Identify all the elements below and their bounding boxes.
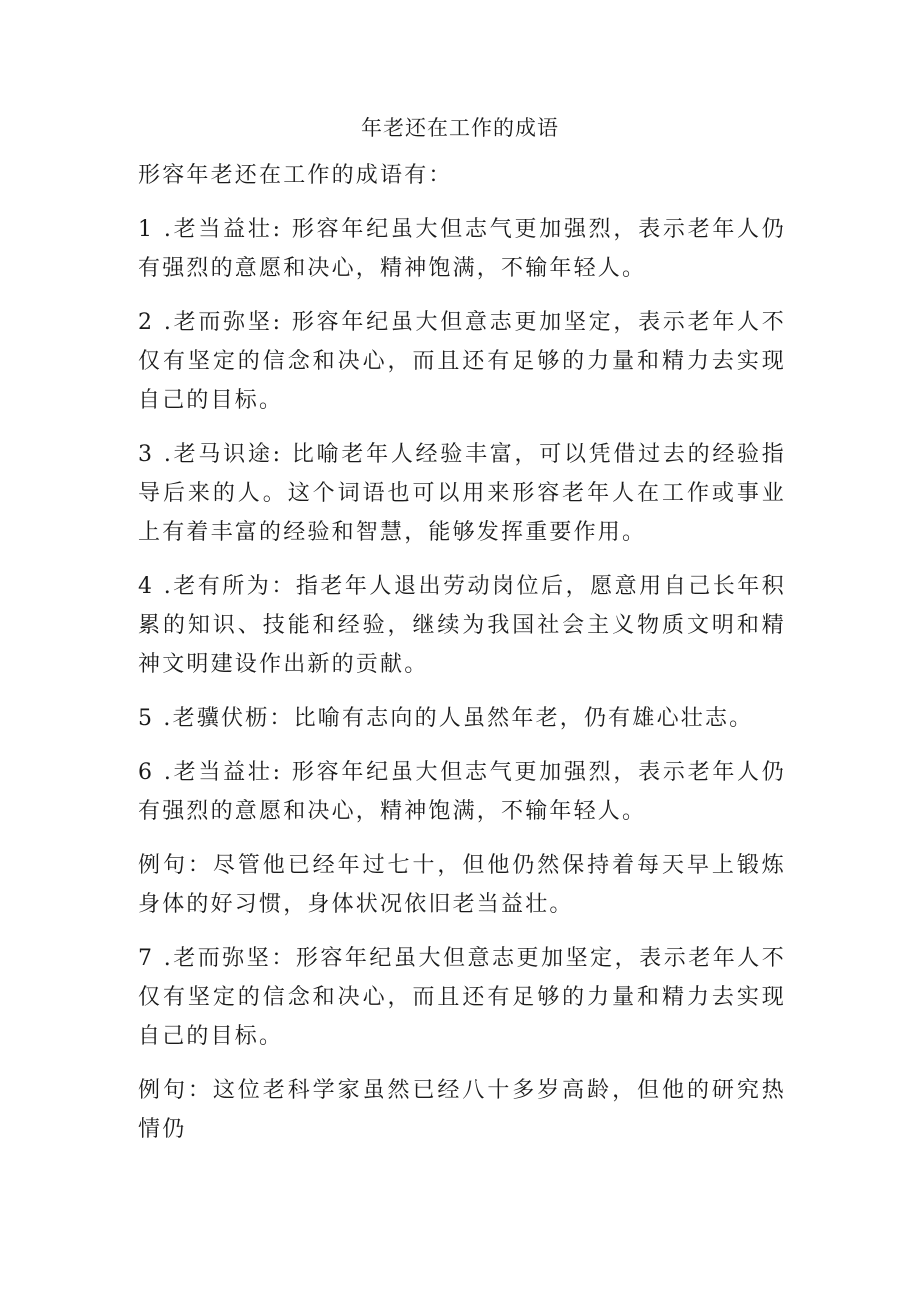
idiom-item-2: 2 .老而弥坚: 形容年纪虽大但意志更加坚定，表示老年人不仅有坚定的信念和决心，而且还有足够的力量和精力去实现自己的目标。 xyxy=(138,310,786,413)
example-sentence-6: 例句：尽管他已经年过七十，但他仍然保持着每天早上锻炼身体的好习惯，身体状况依旧老当益壮。 xyxy=(138,853,786,917)
idiom-item-7: 7 .老而弥坚：形容年纪虽大但意志更加坚定，表示老年人不仅有坚定的信念和决心，而且还有足够的力量和精力去实现自己的目标。 xyxy=(138,946,786,1049)
idiom-item-3: 3 .老马识途: 比喻老年人经验丰富，可以凭借过去的经验指导后来的人。这个词语也可以用来形容老年人在工作或事业上有着丰富的经验和智慧，能够发挥重要作用。 xyxy=(138,442,786,545)
idiom-item-1: 1 .老当益壮: 形容年纪虽大但志气更加强烈，表示老年人仍有强烈的意愿和决心，精神饱满，不输年轻人。 xyxy=(138,217,786,281)
idiom-item-6: 6 .老当益壮: 形容年纪虽大但志气更加强烈，表示老年人仍有强烈的意愿和决心，精神饱满，不输年轻人。 xyxy=(138,760,786,824)
document-body xyxy=(138,156,786,1164)
intro-paragraph: 形容年老还在工作的成语有： xyxy=(138,163,453,188)
document-title: 年老还在工作的成语 xyxy=(361,116,559,140)
idiom-item-4: 4 .老有所为：指老年人退出劳动岗位后，愿意用自己长年积累的知识、技能和经验，继续为我国社会主义物质文明和精神文明建设作出新的贡献。 xyxy=(138,574,786,677)
example-sentence-7: 例句：这位老科学家虽然已经八十多岁高龄，但他的研究热情仍 xyxy=(138,1078,786,1142)
idiom-item-5: 5 .老骥伏枥：比喻有志向的人虽然年老，仍有雄心壮志。 xyxy=(138,706,754,731)
